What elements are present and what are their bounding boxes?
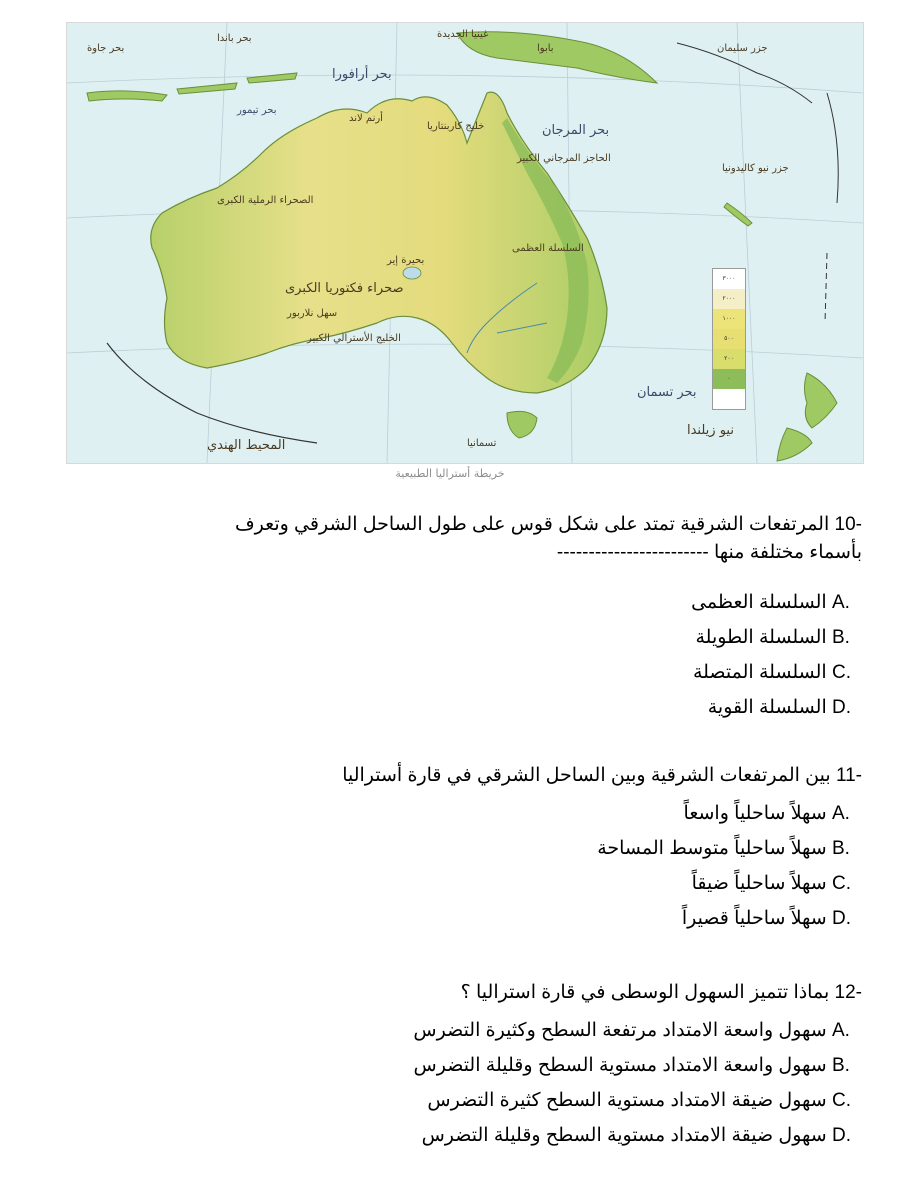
option-text: السلسلة الطويلة <box>695 627 827 648</box>
option-letter: A. <box>832 592 850 613</box>
australia-physical-map <box>66 22 864 464</box>
map-label-gulf-carpentaria: خليج كاربنتاريا <box>427 121 485 132</box>
legend-cell: ٥٠٠ <box>713 329 745 349</box>
map-label-solomon: جزر سليمان <box>717 43 768 54</box>
map-caption: خريطة أستراليا الطبيعية <box>395 467 505 480</box>
map-label-java-sea: بحر جاوة <box>87 43 125 54</box>
option-b[interactable] <box>414 1053 862 1079</box>
option-text: سهلاً ساحلياً متوسط المساحة <box>597 838 827 859</box>
option-text: سهول واسعة الامتداد مستوية السطح وقليلة التضرس <box>413 1055 827 1076</box>
option-letter: A. <box>832 803 850 824</box>
option-letter: C. <box>832 1090 851 1111</box>
legend-cell: ٢٠٠ <box>713 349 745 369</box>
option-text: السلسلة المتصلة <box>692 662 827 683</box>
question-text: المرتفعات الشرقية تمتد على شكل قوس على طول الساحل الشرقي وتعرف <box>234 514 830 535</box>
option-d[interactable] <box>682 906 862 932</box>
question-12 <box>82 980 862 1160</box>
map-label-papua: بابوا <box>537 43 554 54</box>
elevation-legend <box>712 268 746 410</box>
map-label-great-sandy-desert: الصحراء الرملية الكبرى <box>217 195 314 206</box>
map-label-new-caledonia: جزر نيو كاليدونيا <box>722 163 789 174</box>
map-label-tasman-sea: بحر تسمان <box>637 385 697 400</box>
question-12-line1 <box>461 980 862 1006</box>
map-label-great-victoria-desert: صحراء فكتوريا الكبرى <box>285 281 404 296</box>
option-letter: C. <box>832 662 851 683</box>
option-text: سهلاً ساحلياً قصيراً <box>681 908 827 929</box>
option-text: السلسلة القوية <box>707 697 827 718</box>
map-label-nullarbor-plain: سهل نلاربور <box>287 308 338 319</box>
option-d[interactable] <box>422 1123 862 1149</box>
option-letter: B. <box>832 1055 850 1076</box>
map-label-arafura-sea: بحر أرافورا <box>332 67 392 82</box>
question-11-line1 <box>342 763 862 789</box>
question-text: بماذا تتميز السهول الوسطى في قارة استراليا ؟ <box>460 982 830 1003</box>
map-label-indian-ocean: المحيط الهندي <box>207 438 286 453</box>
option-letter: D. <box>832 908 851 929</box>
legend-cell: ١٠٠٠ <box>713 309 745 329</box>
map-label-timor-sea: بحر تيمور <box>237 105 277 116</box>
question-number: 12- <box>834 982 862 1003</box>
option-b[interactable] <box>695 625 862 651</box>
option-text: سهول ضيقة الامتداد مستوية السطح وقليلة التضرس <box>421 1125 827 1146</box>
map-label-arnhem-land: أرنم لاند <box>349 113 383 124</box>
option-letter: D. <box>832 697 851 718</box>
option-letter: B. <box>832 627 850 648</box>
map-label-tasmania: تسمانيا <box>467 438 497 449</box>
legend-cell: ٣٠٠٠ <box>713 269 745 289</box>
legend-cell: ٠ <box>713 369 745 389</box>
question-10 <box>82 512 862 727</box>
option-letter: D. <box>832 1125 851 1146</box>
option-d[interactable] <box>708 695 862 721</box>
map-label-new-guinea: غينيا الجديدة <box>437 29 489 40</box>
option-a[interactable] <box>413 1018 862 1044</box>
option-c[interactable] <box>692 871 862 897</box>
map-label-great-dividing-range: السلسلة العظمى <box>512 243 584 254</box>
option-letter: C. <box>832 873 851 894</box>
question-10-line2: بأسماء مختلفة منها ------------------------ <box>556 542 862 563</box>
map-label-lake-eyre: بحيرة إير <box>387 255 425 266</box>
option-text: السلسلة العظمى <box>691 592 827 613</box>
option-c[interactable] <box>427 1088 862 1114</box>
map-label-great-australian-bight: الخليج الأسترالي الكبير <box>307 333 401 344</box>
map-label-new-zealand: نيو زيلندا <box>687 423 734 438</box>
question-number: 11- <box>835 765 862 786</box>
map-label-banda-sea: بحر باندا <box>217 33 252 44</box>
option-text: سهول واسعة الامتداد مرتفعة السطح وكثيرة التضرس <box>413 1020 827 1041</box>
option-letter: A. <box>832 1020 850 1041</box>
option-c[interactable] <box>693 660 862 686</box>
option-text: سهلاً ساحلياً واسعاً <box>683 803 827 824</box>
map-label-coral-sea: بحر المرجان <box>542 123 610 138</box>
option-a[interactable] <box>684 801 862 827</box>
question-10-line1 <box>235 512 862 538</box>
option-letter: B. <box>832 838 850 859</box>
option-b[interactable] <box>597 836 862 862</box>
option-a[interactable] <box>691 590 862 616</box>
map-label-great-barrier-reef: الحاجز المرجاني الكبير <box>517 153 611 164</box>
question-11 <box>82 763 862 943</box>
question-number: 10- <box>834 514 862 535</box>
option-text: سهلاً ساحلياً ضيقاً <box>691 873 827 894</box>
legend-cell: ٢٠٠٠ <box>713 289 745 309</box>
lake-eyre-shape <box>403 267 421 279</box>
question-text: بين المرتفعات الشرقية وبين الساحل الشرقي في قارة أستراليا <box>342 765 831 786</box>
option-text: سهول ضيقة الامتداد مستوية السطح كثيرة التضرس <box>427 1090 827 1111</box>
